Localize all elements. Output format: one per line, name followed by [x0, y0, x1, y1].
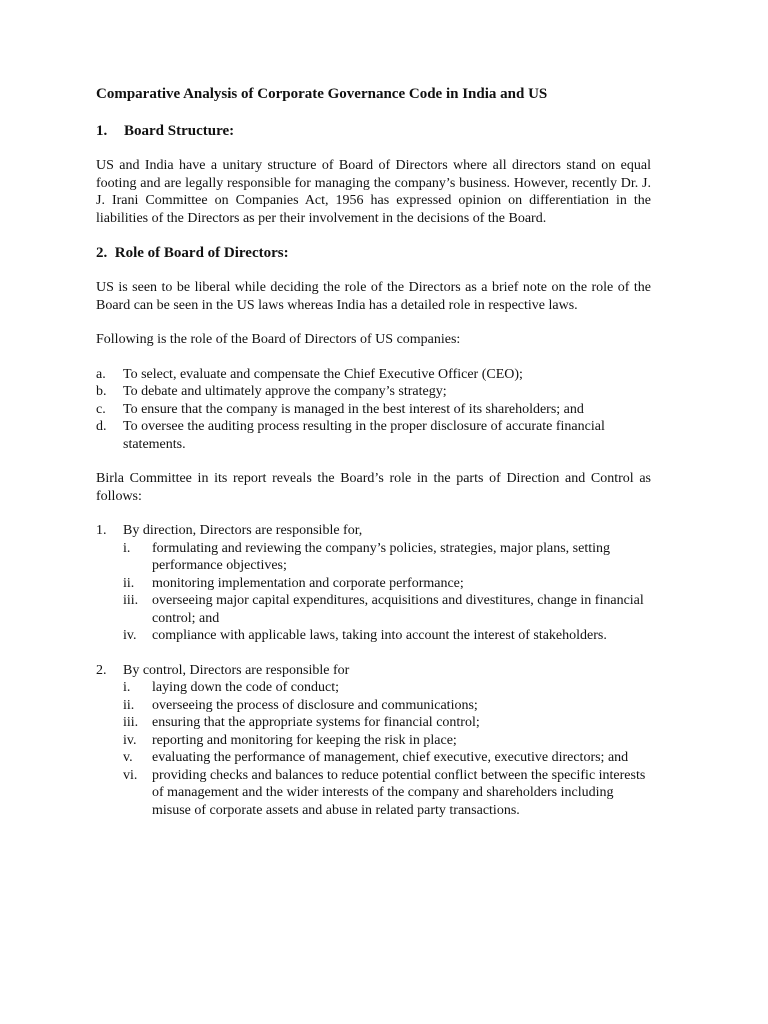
list-text: providing checks and balances to reduce potential conflict between the specific interests of management and the wider interests of the company and shareholders including misuse of corporate assets and abuse in related party transactions.: [152, 767, 646, 818]
list-marker: v.: [123, 750, 133, 765]
list-text: monitoring implementation and corporate performance;: [152, 575, 464, 591]
paragraph-board-structure: US and India have a unitary structure of Board of Directors where all directors stand on equal footing and are legally responsible for managing the company’s business. However, recently Dr. J. J. Irani Committee on Companies Act, 1956 has expressed opinion on differentiation in the liabilities of the Directors as per their involvement in the decisions of the Board.: [96, 158, 651, 226]
list-text: To ensure that the company is managed in the best interest of its shareholders; and: [123, 401, 584, 417]
control-block: [96, 662, 651, 820]
list-item: [123, 714, 651, 732]
direction-sublist: [123, 540, 651, 645]
list-item: [96, 366, 651, 384]
list-text: To select, evaluate and compensate the Chief Executive Officer (CEO);: [123, 366, 523, 382]
paragraph-role-of-board: US is seen to be liberal while deciding the role of the Directors as a brief note on the role of the Board can be seen in the US laws whereas India has a detailed role in respective laws.: [96, 280, 651, 313]
paragraph-us-roles-intro: Following is the role of the Board of Directors of US companies:: [96, 332, 461, 347]
list-item: [123, 575, 651, 593]
list-marker: iii.: [123, 593, 139, 608]
list-marker: c.: [96, 401, 106, 417]
list-item: [96, 401, 651, 419]
section-number: 2.: [96, 245, 108, 261]
list-marker: vi.: [123, 767, 138, 783]
list-item: [123, 767, 651, 820]
list-item: [123, 697, 651, 715]
list-item: [96, 383, 651, 401]
list-marker: iv.: [123, 628, 137, 643]
list-text: overseeing the process of disclosure and communications;: [152, 697, 478, 713]
section-title: Role of Board of Directors:: [114, 245, 289, 261]
list-item: [123, 679, 651, 697]
list-item: [96, 522, 651, 540]
list-item: [123, 540, 651, 575]
document-body: [96, 85, 651, 836]
list-item: [123, 749, 651, 767]
list-text: overseeing major capital expenditures, acquisitions and divestitures, change in financial control; and: [152, 593, 644, 626]
control-sublist: [123, 679, 651, 819]
list-marker: ii.: [123, 575, 135, 591]
section-heading-role-of-board: [96, 244, 651, 263]
list-marker: i.: [123, 540, 131, 556]
list-text: formulating and reviewing the company’s policies, strategies, major plans, setting performance objectives;: [152, 540, 611, 573]
list-item: [96, 662, 651, 680]
list-text: ensuring that the appropriate systems for financial control;: [152, 715, 480, 730]
list-marker: iii.: [123, 715, 139, 730]
list-marker: b.: [96, 384, 107, 399]
document-title: Comparative Analysis of Corporate Governance Code in India and US: [96, 86, 548, 102]
list-text: laying down the code of conduct;: [152, 680, 340, 695]
paragraph-birla-committee: Birla Committee in its report reveals the Board’s role in the parts of Direction and Control as follows:: [96, 471, 651, 504]
us-roles-list: [96, 366, 651, 454]
list-text: To debate and ultimately approve the company’s strategy;: [123, 384, 447, 399]
list-marker: i.: [123, 680, 131, 695]
list-marker: iv.: [123, 732, 137, 748]
list-text: By control, Directors are responsible for: [123, 662, 350, 678]
direction-block: [96, 522, 651, 645]
list-marker: d.: [96, 419, 107, 434]
section-number: 1.: [96, 123, 108, 139]
section-title: Board Structure:: [124, 123, 235, 139]
list-marker: ii.: [123, 697, 135, 713]
list-marker: 2.: [96, 662, 107, 678]
list-text: To oversee the auditing process resulting in the proper disclosure of accurate financial statements.: [123, 419, 605, 452]
list-text: reporting and monitoring for keeping the risk in place;: [152, 732, 457, 748]
section-heading-board-structure: [96, 122, 651, 141]
list-marker: 1.: [96, 523, 107, 538]
list-item: [123, 732, 651, 750]
list-text: By direction, Directors are responsible for,: [123, 523, 363, 538]
list-item: [96, 418, 651, 453]
list-text: compliance with applicable laws, taking into account the interest of stakeholders.: [152, 628, 607, 643]
list-text: evaluating the performance of management, chief executive, executive directors; and: [152, 750, 629, 765]
list-item: [123, 627, 651, 645]
list-marker: a.: [96, 366, 106, 382]
list-item: [123, 592, 651, 627]
